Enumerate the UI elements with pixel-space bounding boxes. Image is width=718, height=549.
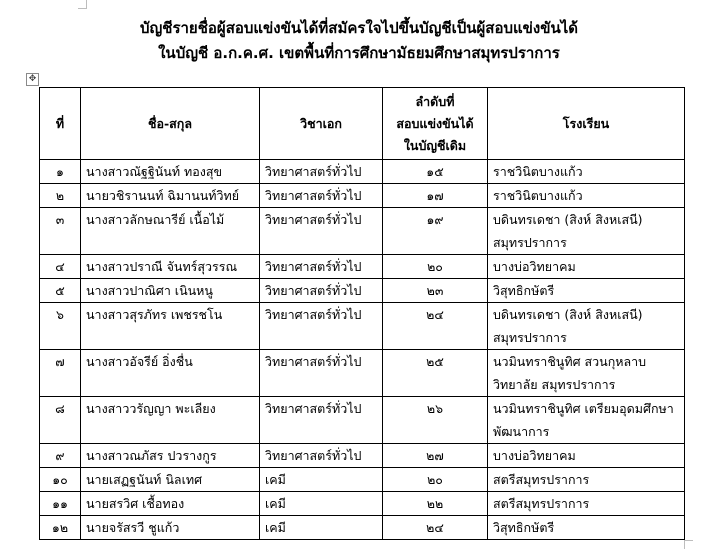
cell-rank: ๒๒ [383,492,488,516]
school-line: บดินทรเดชา (สิงห์ สิงหเสนี) [493,307,643,322]
table-row [40,160,685,184]
school-line: ราชวินิตบางแก้ว [493,164,583,179]
cell-school [488,492,685,516]
school-line: บางบ่อวิทยาคม [493,448,576,463]
table-row [40,184,685,208]
document-title-line-1: บัญชีรายชื่อผู้สอบแข่งขันได้ที่สมัครใจไปขึ้นบัญชีเป็นผู้สอบแข่งขันได้ [139,19,579,37]
cell-school [488,444,685,468]
table-row [40,516,685,540]
school-line: สตรีสมุทรปราการ [493,472,590,487]
candidates-table [39,87,685,540]
cell-major: วิทยาศาสตร์ทั่วไป [260,350,383,397]
document-title-line-2: ในบัญชี อ.ก.ค.ศ. เขตพื้นที่การศึกษามัธยมศึกษาสมุทรปราการ [158,44,560,62]
school-line: บางบ่อวิทยาคม [493,259,576,274]
cell-no: ๙ [40,444,81,468]
header-name: ชื่อ-สกุล [81,88,260,160]
table-row [40,208,685,255]
cell-rank: ๒๗ [383,444,488,468]
cell-rank: ๒๖ [383,397,488,444]
cell-no: ๗ [40,350,81,397]
table-row [40,303,685,350]
cell-rank: ๒๕ [383,350,488,397]
cell-no: ๖ [40,303,81,350]
cell-school [488,184,685,208]
cell-name: นางสาวณภัสร ปวรางกูร [81,444,260,468]
cell-rank: ๒๔ [383,303,488,350]
cell-rank: ๑๕ [383,160,488,184]
cell-major: วิทยาศาสตร์ทั่วไป [260,184,383,208]
page-corner-mark-top [78,0,87,9]
table-row [40,255,685,279]
header-rank-line-2: สอบแข่งขันได้ [396,115,474,131]
table-move-handle-icon[interactable]: ✥ [26,73,39,86]
cell-major: เคมี [260,516,383,540]
cell-school [488,468,685,492]
cell-major: วิทยาศาสตร์ทั่วไป [260,279,383,303]
school-line: สตรีสมุทรปราการ [493,496,590,511]
school-line: สมุทรปราการ [493,235,567,250]
cell-school [488,208,685,255]
cell-major: วิทยาศาสตร์ทั่วไป [260,208,383,255]
school-line: วิสุทธิกษัตรี [493,520,555,535]
cell-major: วิทยาศาสตร์ทั่วไป [260,397,383,444]
cell-no: ๓ [40,208,81,255]
header-rank-line-3: ในบัญชีเดิม [403,137,467,153]
cell-no: ๕ [40,279,81,303]
cell-major: วิทยาศาสตร์ทั่วไป [260,444,383,468]
cell-name: นายเสฏฐนันท์ นิลเทศ [81,468,260,492]
table-header-row [40,88,685,160]
cell-no: ๔ [40,255,81,279]
cell-school [488,350,685,397]
cell-major: เคมี [260,492,383,516]
cell-name: นางสาวปราณี จันทร์สุวรรณ [81,255,260,279]
cell-name: นายวชิรานนท์ ฉิมานนท์วิทย์ [81,184,260,208]
table-row [40,444,685,468]
school-line: พัฒนาการ [493,424,550,439]
cell-rank: ๒๔ [383,516,488,540]
header-rank [383,88,488,160]
cell-no: ๑๒ [40,516,81,540]
table-row [40,492,685,516]
cell-no: ๑๐ [40,468,81,492]
cell-major: วิทยาศาสตร์ทั่วไป [260,303,383,350]
cell-name: นางสาวลักษณารีย์ เนื้อไม้ [81,208,260,255]
cell-rank: ๑๙ [383,208,488,255]
school-line: วิสุทธิกษัตรี [493,283,555,298]
cell-name: นางสาวณัฐฐินันท์ ทองสุข [81,160,260,184]
cell-no: ๑ [40,160,81,184]
table-body [40,160,685,540]
school-line: บดินทรเดชา (สิงห์ สิงหเสนี) [493,212,643,227]
school-line: สมุทรปราการ [493,330,567,345]
cell-rank: ๒๓ [383,279,488,303]
cell-school [488,279,685,303]
cell-name: นายสรวิศ เชื้อทอง [81,492,260,516]
school-line: นวมินทราชินูทิศ เตรียมอุดมศึกษา [493,401,674,416]
cell-name: นางสาวสุรภัทร เพชรชโน [81,303,260,350]
cell-school [488,255,685,279]
cell-name: นางสาววรัญญา พะเลียง [81,397,260,444]
cell-rank: ๒๐ [383,255,488,279]
table-row [40,397,685,444]
header-major: วิชาเอก [260,88,383,160]
table-row [40,468,685,492]
cell-no: ๑๑ [40,492,81,516]
cell-school [488,516,685,540]
school-line: ราชวินิตบางแก้ว [493,188,583,203]
table-row [40,279,685,303]
header-rank-line-1: ลำดับที่ [415,93,455,109]
header-school: โรงเรียน [488,88,685,160]
cell-no: ๘ [40,397,81,444]
table-row [40,350,685,397]
cell-name: นางสาวปาณิศา เนินหนู [81,279,260,303]
cell-school [488,160,685,184]
cell-rank: ๑๗ [383,184,488,208]
cell-major: เคมี [260,468,383,492]
cell-name: นางสาวอัจรีย์ อิ่งชื่น [81,350,260,397]
cell-no: ๒ [40,184,81,208]
school-line: วิทยาลัย สมุทรปราการ [493,377,616,392]
cell-name: นายจรัสรวี ชูแก้ว [81,516,260,540]
header-no: ที่ [40,88,81,160]
cell-major: วิทยาศาสตร์ทั่วไป [260,255,383,279]
cell-school [488,303,685,350]
cell-rank: ๒๐ [383,468,488,492]
school-line: นวมินทราชินูทิศ สวนกุหลาบ [493,354,647,369]
cell-major: วิทยาศาสตร์ทั่วไป [260,160,383,184]
cell-school [488,397,685,444]
